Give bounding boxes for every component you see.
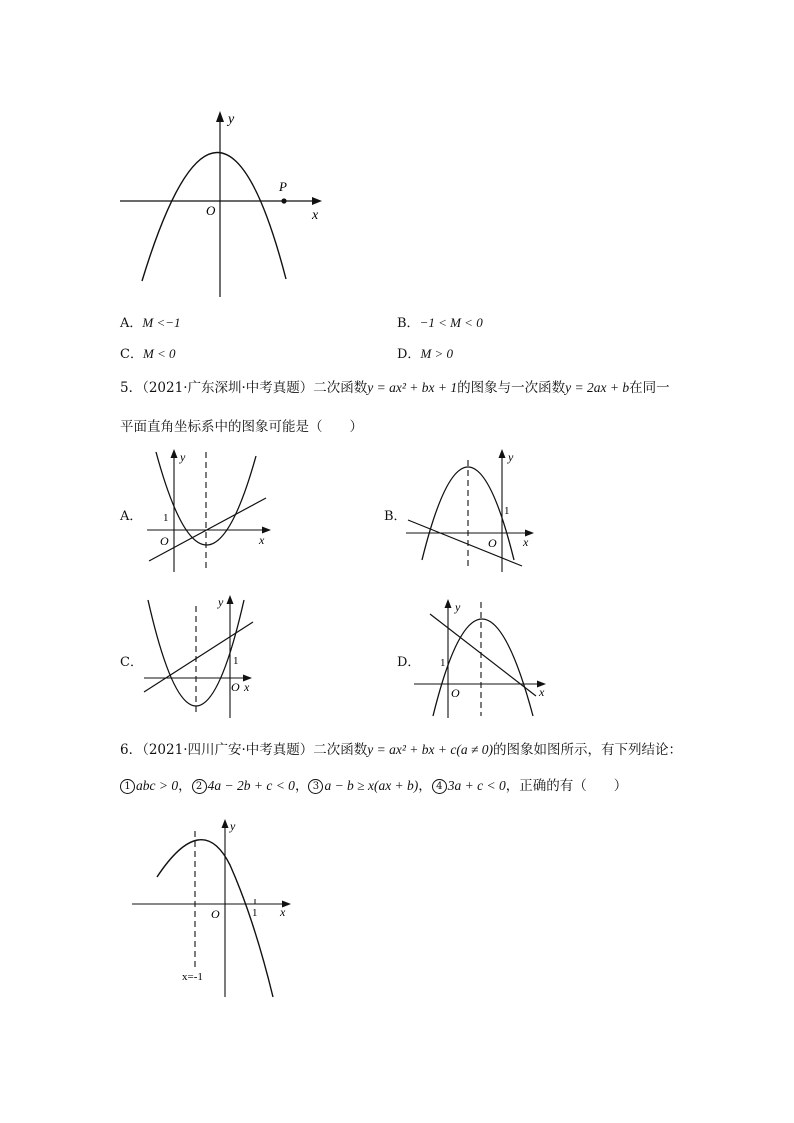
one-label: 1 bbox=[233, 655, 239, 667]
q6-figure bbox=[126, 815, 301, 1005]
q4-figure bbox=[110, 105, 340, 305]
point-p bbox=[281, 198, 286, 203]
y-axis-arrow bbox=[222, 819, 229, 828]
one-label: 1 bbox=[252, 907, 258, 919]
q5-figure-b[interactable] bbox=[402, 446, 540, 576]
option-text: M <−1 bbox=[142, 315, 181, 330]
option-text: −1 < M < 0 bbox=[419, 315, 483, 330]
q5-option-a-label[interactable]: A． bbox=[120, 509, 143, 524]
q6-tail: ，正确的有（ ） bbox=[505, 778, 628, 794]
one-label: 1 bbox=[440, 657, 446, 669]
q5-formula-linear: y = 2ax + b bbox=[565, 380, 630, 395]
option-label: A． bbox=[120, 316, 143, 331]
q4-option-d[interactable] bbox=[397, 343, 453, 362]
y-label: y bbox=[180, 450, 186, 464]
q5-formula-quadratic: y = ax² + bx + 1 bbox=[367, 380, 458, 395]
y-axis-arrow bbox=[171, 449, 178, 458]
q4-option-a[interactable] bbox=[120, 312, 181, 331]
q6-stem-line1 bbox=[120, 738, 682, 758]
circle-number-1: 1 bbox=[120, 779, 135, 794]
x-label: x bbox=[280, 905, 286, 919]
x-label: x bbox=[312, 208, 319, 223]
q5-figure-d[interactable] bbox=[410, 592, 555, 722]
circle-number-4: 4 bbox=[432, 779, 447, 794]
x-label: x bbox=[244, 680, 250, 694]
statement-3: a − b ≥ x(ax + b) bbox=[324, 778, 419, 793]
y-axis-arrow bbox=[227, 595, 234, 604]
y-label: y bbox=[218, 595, 224, 609]
q6-formula: y = ax² + bx + c(a ≠ 0) bbox=[367, 742, 494, 757]
y-label: y bbox=[230, 819, 236, 833]
y-axis-arrow bbox=[499, 449, 506, 458]
q6-source: 6．（2021·四川广安·中考真题）二次函数 bbox=[120, 742, 368, 758]
y-label: y bbox=[455, 600, 461, 614]
x-label: x bbox=[259, 533, 265, 547]
q5-source: 5．（2021·广东深圳·中考真题）二次函数 bbox=[120, 380, 368, 396]
option-label: C． bbox=[120, 347, 143, 362]
one-label: 1 bbox=[163, 512, 169, 524]
origin-label: O bbox=[211, 907, 220, 921]
q5-option-d-label[interactable]: D． bbox=[397, 655, 421, 670]
q5-option-c-label[interactable]: C． bbox=[120, 655, 143, 670]
statement-4: 3a + c < 0 bbox=[447, 778, 506, 793]
option-text: M < 0 bbox=[142, 346, 176, 361]
origin-label: O bbox=[451, 686, 460, 700]
q5-stem-line1 bbox=[120, 376, 670, 396]
statement-1: abc > 0 bbox=[136, 778, 179, 793]
q5-figure-a[interactable] bbox=[143, 446, 278, 576]
y-label: y bbox=[228, 112, 235, 127]
circle-number-2: 2 bbox=[192, 779, 207, 794]
origin-label: O bbox=[231, 680, 240, 694]
x-axis-arrow bbox=[312, 197, 322, 205]
one-label: 1 bbox=[504, 505, 510, 517]
q5-option-b-label[interactable]: B． bbox=[384, 509, 407, 524]
q5-text-post: 在同一 bbox=[629, 380, 670, 396]
origin-label: O bbox=[488, 536, 497, 550]
origin-label: O bbox=[160, 534, 169, 548]
x-label: x bbox=[523, 535, 529, 549]
origin-label: O bbox=[206, 203, 216, 218]
q5-figure-c[interactable] bbox=[140, 592, 265, 722]
statement-2: 4a − 2b + c < 0 bbox=[207, 778, 295, 793]
q4-option-c[interactable] bbox=[120, 343, 176, 362]
q5-stem-line2: 平面直角坐标系中的图象可能是（ ） bbox=[120, 419, 363, 435]
q4-option-b[interactable] bbox=[397, 312, 483, 331]
option-label: B． bbox=[397, 316, 420, 331]
option-text: M > 0 bbox=[420, 346, 454, 361]
option-label: D． bbox=[397, 347, 421, 362]
y-label: y bbox=[508, 450, 514, 464]
x-label: x bbox=[539, 685, 545, 699]
q5-text-mid: 的图象与一次函数 bbox=[457, 380, 566, 396]
q6-statements: 1 abc > 0， 2 4a − 2b + c < 0， 3 a − b ≥ x(ax + b)， 4 3a + c < 0，正确的有（ ） bbox=[120, 774, 627, 794]
q6-text-post: 的图象如图所示，有下列结论： bbox=[493, 742, 683, 758]
circle-number-3: 3 bbox=[308, 779, 323, 794]
y-axis-arrow bbox=[216, 111, 224, 122]
p-label: P bbox=[279, 179, 287, 194]
symmetry-axis-label: x=-1 bbox=[182, 971, 203, 983]
y-axis-arrow bbox=[445, 599, 452, 608]
